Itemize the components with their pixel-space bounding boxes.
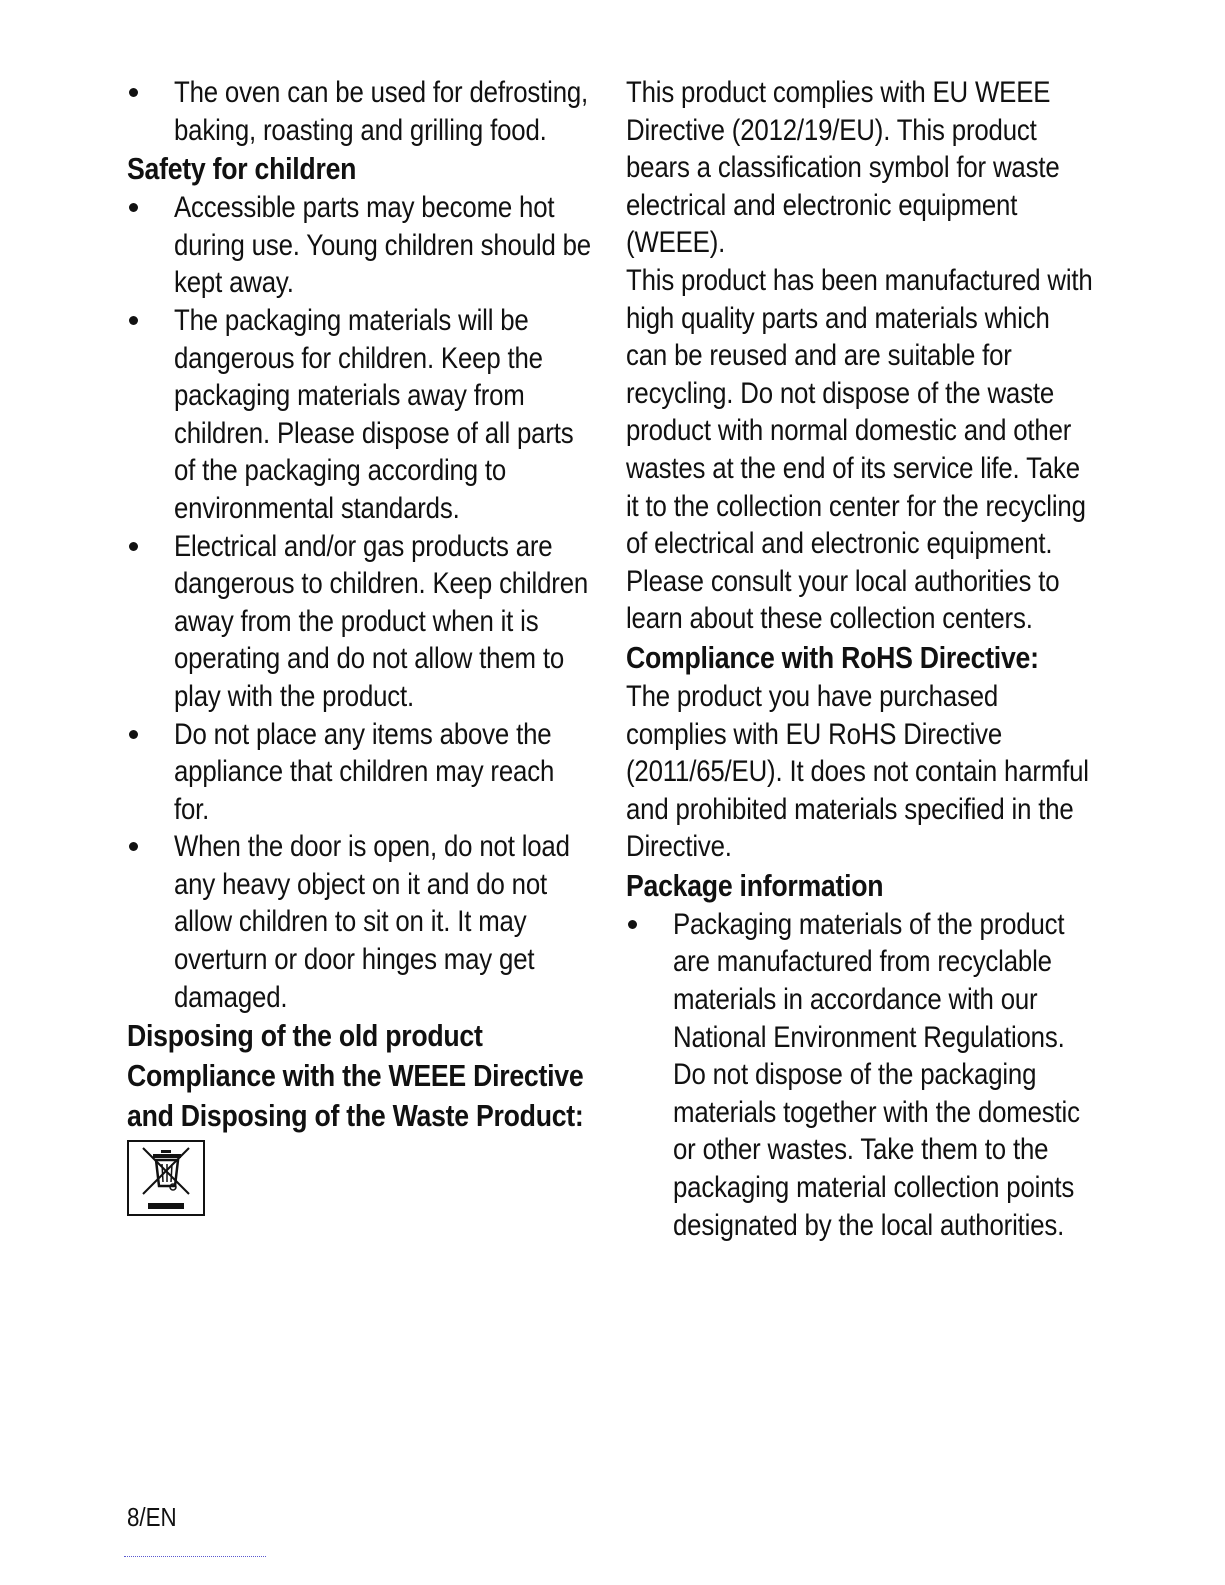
bullet-icon	[129, 542, 138, 551]
list-item	[127, 189, 597, 302]
list-item	[626, 906, 1096, 1244]
disposing-heading: Disposing of the old product	[127, 1018, 483, 1054]
weee-paragraph-1: This product complies with EU WEEE Directive (2012/19/EU). This product bears a classification symbol for waste electrical and electronic equipment (WEEE).	[626, 76, 1060, 260]
crossed-out-wheelie-bin-icon	[129, 1142, 203, 1214]
list-item	[127, 716, 597, 829]
safety-bullet-text: Do not place any items above the appliance that children may reach for.	[174, 717, 555, 826]
safety-list	[127, 189, 597, 1016]
list-item	[127, 74, 597, 149]
right-column	[626, 74, 1096, 1244]
door-text-part: When the door is open, do	[174, 830, 480, 864]
list-item	[127, 302, 597, 528]
list-item	[127, 528, 597, 716]
door-bullet-text	[174, 828, 596, 1016]
weee-heading: Compliance with the WEEE Directive and Disposing of the Waste Product:	[127, 1058, 584, 1134]
door-text-part: allow children to sit on it. It may overturn or door hinges may get damaged.	[174, 905, 535, 1014]
bullet-icon	[129, 730, 138, 739]
intro-bullet-text: The oven can be used for defrosting, baking, roasting and grilling food.	[174, 76, 589, 147]
bullet-icon	[628, 920, 637, 929]
footer-divider	[124, 1556, 266, 1557]
package-list	[626, 906, 1096, 1244]
left-column	[127, 74, 597, 1216]
bullet-icon	[129, 316, 138, 325]
safety-bullet-text: The packaging materials will be dangerous for children. Keep the packaging materials away from children. Please dispose of all parts of the packaging according to environmental standards.	[174, 303, 574, 525]
safety-bullet-text: Accessible parts may become hot during use. Young children should be kept away.	[174, 191, 591, 300]
weee-symbol	[127, 1140, 205, 1216]
rohs-paragraph: The product you have purchased complies with EU RoHS Directive (2011/65/EU). It does not contain harmful and prohibited materials specified in the Directive.	[626, 679, 1089, 864]
bullet-icon	[129, 203, 138, 212]
package-heading: Package information	[626, 867, 884, 903]
page-number: 8/EN	[127, 1502, 177, 1532]
package-bullet-text: Packaging materials of the product are manufactured from recyclable materials in accordance with our National Environment Regulations. Do not dispose of the packaging materials together with the domestic or other wastes. Take them to the packaging material collection points designated by the local authorities.	[673, 907, 1080, 1242]
safety-bullet-text: Electrical and/or gas products are dangerous to children. Keep children away from the product when it is operating and do not allow them to play with the product.	[174, 529, 589, 713]
safety-heading: Safety for children	[127, 151, 357, 187]
bullet-icon	[129, 842, 138, 851]
rohs-heading: Compliance with RoHS Directive:	[626, 639, 1039, 675]
intro-list	[127, 74, 597, 149]
list-item	[127, 828, 597, 1016]
emphasis-not: not	[479, 830, 515, 864]
emphasis-not: not	[511, 867, 548, 901]
weee-paragraph-2: This product has been manufactured with high quality parts and materials which can be reused and are suitable for recycling. Do not dispose of the waste product with normal domestic and other wastes at the end of its service life. Take it to the collection center for the recycling of electrical and electronic equipment. Please consult your local authorities to learn about these collection centers.	[626, 263, 1093, 636]
door-text-part: load any heavy object on it and do	[174, 830, 570, 901]
bullet-icon	[129, 88, 138, 97]
